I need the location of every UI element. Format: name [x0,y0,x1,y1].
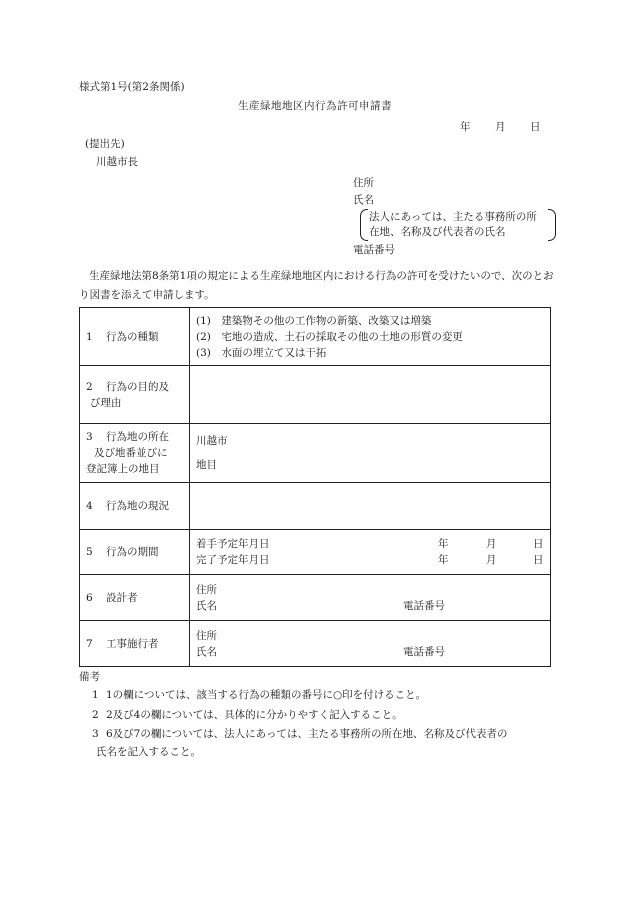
recipient-name: 川越市長 [96,156,138,168]
value-designer[interactable] [190,575,551,621]
action-type-option-2[interactable]: (2) 宅地の造成、土石の採取その他の土地の形質の変更 [196,330,463,343]
value-period[interactable] [190,530,551,575]
value-action-type[interactable] [190,308,551,366]
remark-item: 3 6及び7の欄については、法人にあっては、主たる事務所の所在地、名称及び代表者の [92,728,508,740]
designer-address-row[interactable]: 住所 [196,583,217,596]
table-row-action-type [80,308,551,366]
application-table [79,307,551,667]
value-purpose[interactable] [190,366,551,424]
corporation-note [360,209,556,239]
label-purpose: 2 行為の目的及 び理由 [80,366,190,424]
corporation-note-line1: 法人にあっては、主たる事務所の所 [369,211,537,223]
value-location[interactable] [190,424,551,483]
land-category-label: 地目 [196,459,217,471]
document-title: 生産緑地地区内行為許可申請書 [238,100,392,112]
action-type-option-3[interactable]: (3) 水面の埋立て又は干拓 [196,346,327,359]
remark-item: 2 2及び4の欄については、具体的に分かりやすく記入すること。 [92,709,403,721]
contractor-address-row[interactable]: 住所 [196,629,217,642]
table-row-contractor [80,621,551,667]
table-row-location [80,424,551,483]
remark-item: 1 1の欄については、該当する行為の種類の番号に○印を付けること。 [92,689,427,701]
table-row-period [80,530,551,575]
date-month: 月 [495,121,506,133]
label-period: 5 行為の期間 [80,530,190,575]
applicant-name-label: 氏名 [353,194,374,206]
contractor-phone-label: 電話番号 [403,645,445,658]
remark-item-continued: 氏名を記入すること。 [96,746,201,758]
date-year: 年 [460,121,471,133]
intro-paragraph: 生産緑地法第8条第1項の規定による生産緑地地区内における行為の許可を受けたいので、次のとおり図書を添えて申請します。 [79,270,554,301]
label-designer: 6 設計者 [80,575,190,621]
table-row-purpose [80,366,551,424]
action-type-option-1[interactable]: (1) 建築物その他の工作物の新築、改築又は増築 [196,314,432,327]
value-current-state[interactable] [190,483,551,530]
remarks-heading: 備考 [79,671,100,683]
label-action-type: 1 行為の種類 [80,308,190,366]
left-bracket [360,209,368,241]
start-date-row[interactable]: 着手予定年月日 年 月 日 [196,538,544,550]
designer-phone-label: 電話番号 [403,599,445,612]
corporation-note-line2: 在地、名称及び代表者の氏名 [369,226,506,238]
form-number: 様式第1号(第2条関係) [79,81,185,93]
label-location: 3 行為地の所在 及び地番並びに 登記簿上の地目 [80,424,190,483]
end-date-row[interactable]: 完了予定年月日 年 月 日 [196,554,544,566]
label-current-state: 4 行為地の現況 [80,483,190,530]
date-day: 日 [530,121,541,133]
applicant-phone-label: 電話番号 [353,244,395,256]
value-contractor[interactable] [190,621,551,667]
applicant-address-label: 住所 [353,177,374,189]
recipient-label: (提出先) [85,138,125,150]
right-bracket [548,209,556,241]
label-contractor: 7 工事施行者 [80,621,190,667]
table-row-current-state [80,483,551,530]
table-row-designer [80,575,551,621]
location-city: 川越市 [196,435,228,447]
designer-name-row[interactable]: 氏名 電話番号 [196,599,445,612]
contractor-name-row[interactable]: 氏名 電話番号 [196,645,445,658]
